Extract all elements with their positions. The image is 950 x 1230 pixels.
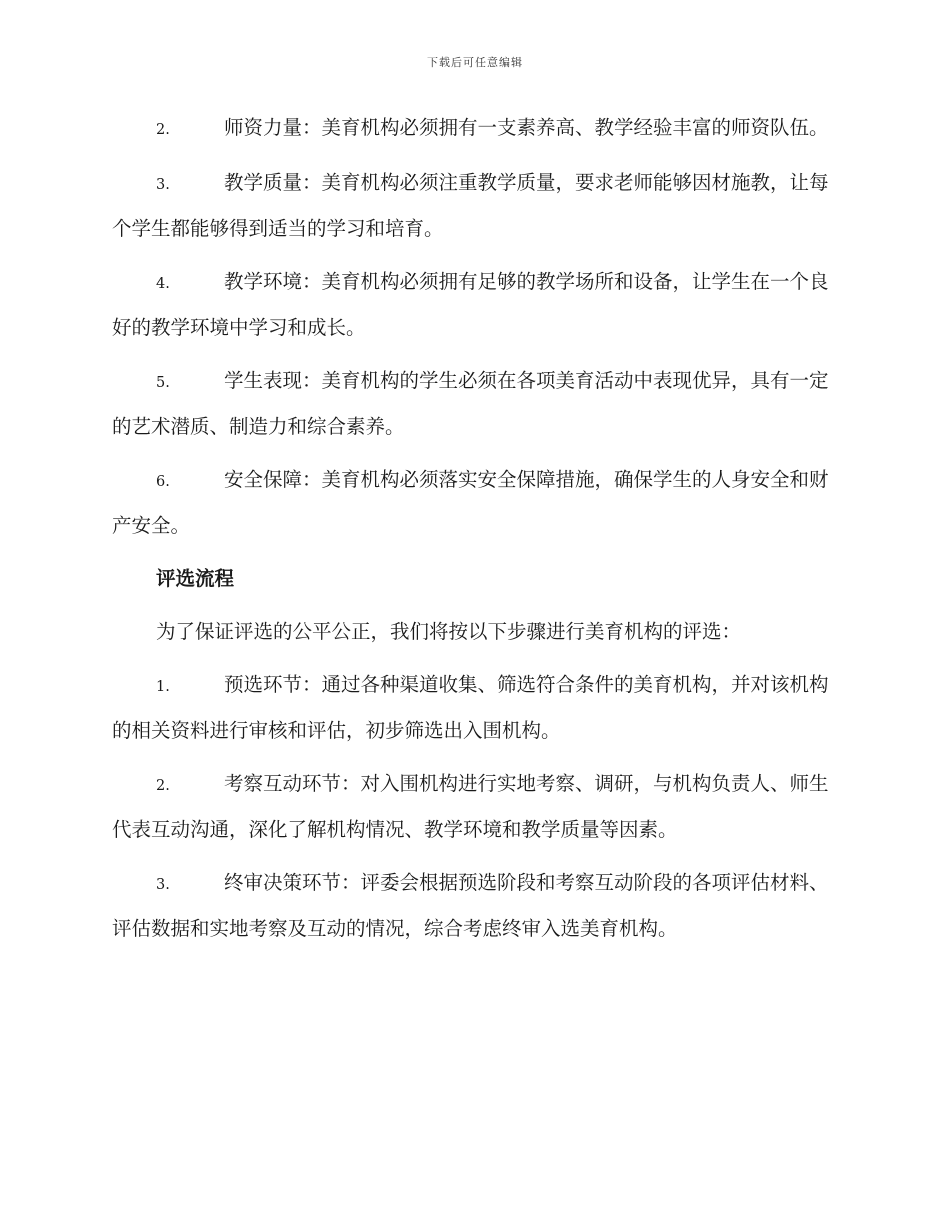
document-body: [112, 106, 832, 960]
page-header: 下载后可任意编辑: [427, 56, 523, 69]
list-text: 教学环境：美育机构必须拥有足够的教学场所和设备，让学生在一个良好的教学环境中学习和成长。: [112, 270, 829, 339]
process-step: [112, 861, 832, 951]
list-text: 安全保障：美育机构必须落实安全保障措施，确保学生的人身安全和财产安全。: [112, 468, 829, 537]
criteria-item: [112, 260, 832, 350]
list-text: 终审决策环节：评委会根据预选阶段和考察互动阶段的各项评估材料、评估数据和实地考察及互动的情况，综合考虑终审入选美育机构。: [112, 871, 829, 940]
list-number: 3.: [156, 877, 170, 893]
list-number: 6.: [156, 474, 170, 490]
criteria-item: [112, 458, 832, 548]
list-text: 教学质量：美育机构必须注重教学质量，要求老师能够因材施教，让每个学生都能够得到适当的学习和培育。: [112, 171, 829, 240]
list-number: 3.: [156, 177, 170, 193]
criteria-item: [112, 106, 832, 152]
list-number: 5.: [156, 375, 170, 391]
process-step: [112, 663, 832, 753]
process-step: [112, 762, 832, 852]
list-number: 2.: [156, 778, 170, 794]
list-text: 师资力量：美育机构必须拥有一支素养高、教学经验丰富的师资队伍。: [224, 116, 829, 139]
list-number: 2.: [156, 122, 170, 138]
list-text: 学生表现：美育机构的学生必须在各项美育活动中表现优异，具有一定的艺术潜质、制造力和综合素养。: [112, 369, 829, 438]
section-intro: 为了保证评选的公平公正，我们将按以下步骤进行美育机构的评选：: [156, 620, 742, 643]
list-text: 考察互动环节：对入围机构进行实地考察、调研，与机构负责人、师生代表互动沟通，深化了解机构情况、教学环境和教学质量等因素。: [112, 772, 829, 841]
criteria-item: [112, 359, 832, 449]
section-heading: 评选流程: [156, 567, 235, 590]
list-text: 预选环节：通过各种渠道收集、筛选符合条件的美育机构，并对该机构的相关资料进行审核和评估，初步筛选出入围机构。: [112, 673, 829, 742]
list-number: 1.: [156, 679, 170, 695]
list-number: 4.: [156, 276, 170, 292]
criteria-item: [112, 161, 832, 251]
